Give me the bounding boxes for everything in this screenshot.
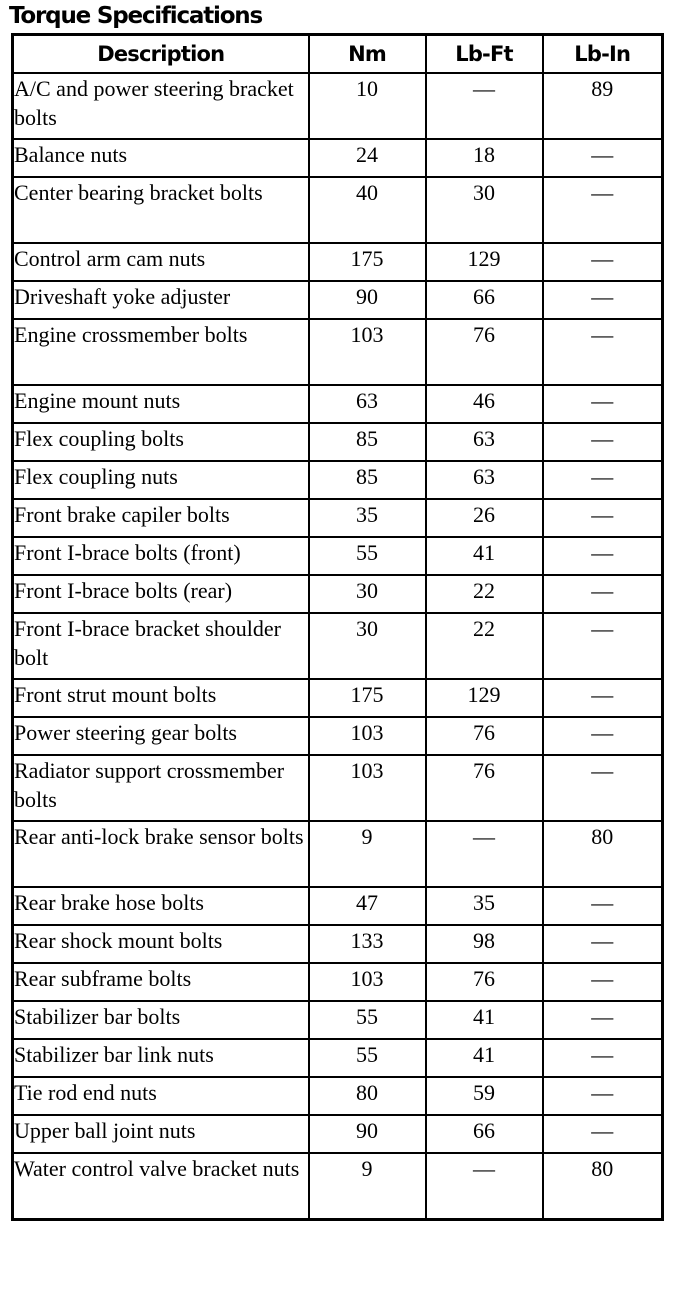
table-row [13,319,663,385]
lb-ft-cell: — [426,1153,543,1220]
lb-in-cell: 80 [543,821,663,887]
column-header-lb-in: Lb-In [543,35,663,74]
nm-cell: 9 [309,821,426,887]
description-cell: Stabilizer bar bolts [13,1001,309,1039]
table-row [13,73,663,139]
description-cell: Center bearing bracket bolts [13,177,309,243]
lb-ft-cell: 98 [426,925,543,963]
table-row [13,385,663,423]
lb-in-cell: — [543,499,663,537]
lb-ft-cell: 129 [426,679,543,717]
nm-cell: 40 [309,177,426,243]
lb-ft-cell: — [426,821,543,887]
lb-in-cell: — [543,679,663,717]
lb-ft-cell: 59 [426,1077,543,1115]
table-row [13,1039,663,1077]
lb-in-cell: — [543,925,663,963]
nm-cell: 10 [309,73,426,139]
nm-cell: 63 [309,385,426,423]
nm-cell: 85 [309,461,426,499]
nm-cell: 103 [309,755,426,821]
description-cell: Radiator support crossmember bolts [13,755,309,821]
lb-ft-cell: 63 [426,461,543,499]
table-row [13,1077,663,1115]
description-cell: Front brake capiler bolts [13,499,309,537]
nm-cell: 133 [309,925,426,963]
description-cell: Control arm cam nuts [13,243,309,281]
torque-spec-table [11,33,664,1221]
lb-in-cell: — [543,281,663,319]
lb-in-cell: — [543,139,663,177]
description-cell: Rear shock mount bolts [13,925,309,963]
table-row [13,1153,663,1220]
lb-ft-cell: 30 [426,177,543,243]
lb-in-cell: — [543,319,663,385]
description-cell: Engine mount nuts [13,385,309,423]
description-cell: Rear anti-lock brake sensor bolts [13,821,309,887]
lb-ft-cell: 129 [426,243,543,281]
lb-in-cell: — [543,963,663,1001]
lb-ft-cell: 18 [426,139,543,177]
description-cell: Rear subframe bolts [13,963,309,1001]
lb-ft-cell: 66 [426,281,543,319]
lb-ft-cell: 66 [426,1115,543,1153]
table-row [13,963,663,1001]
table-row [13,575,663,613]
description-cell: Flex coupling nuts [13,461,309,499]
lb-ft-cell: 46 [426,385,543,423]
description-cell: Front I-brace bolts (front) [13,537,309,575]
lb-ft-cell: 35 [426,887,543,925]
description-cell: Engine crossmember bolts [13,319,309,385]
table-row [13,925,663,963]
nm-cell: 55 [309,537,426,575]
table-row [13,423,663,461]
lb-in-cell: — [543,1001,663,1039]
nm-cell: 55 [309,1039,426,1077]
table-row [13,613,663,679]
description-cell: A/C and power steering bracket bolts [13,73,309,139]
lb-ft-cell: 76 [426,319,543,385]
table-row [13,537,663,575]
lb-ft-cell: 76 [426,717,543,755]
table-row [13,243,663,281]
lb-ft-cell: 41 [426,1039,543,1077]
nm-cell: 47 [309,887,426,925]
nm-cell: 90 [309,1115,426,1153]
nm-cell: 30 [309,613,426,679]
nm-cell: 80 [309,1077,426,1115]
lb-in-cell: — [543,575,663,613]
lb-in-cell: 89 [543,73,663,139]
lb-in-cell: — [543,243,663,281]
description-cell: Flex coupling bolts [13,423,309,461]
table-row [13,887,663,925]
nm-cell: 175 [309,679,426,717]
lb-ft-cell: 26 [426,499,543,537]
lb-ft-cell: 22 [426,613,543,679]
lb-in-cell: — [543,1039,663,1077]
lb-in-cell: — [543,461,663,499]
lb-in-cell: — [543,887,663,925]
nm-cell: 103 [309,963,426,1001]
lb-ft-cell: 76 [426,963,543,1001]
table-row [13,461,663,499]
description-cell: Front I-brace bracket shoulder bolt [13,613,309,679]
table-row [13,281,663,319]
lb-ft-cell: 41 [426,1001,543,1039]
description-cell: Driveshaft yoke adjuster [13,281,309,319]
description-cell: Rear brake hose bolts [13,887,309,925]
column-header-lb-ft: Lb-Ft [426,35,543,74]
lb-ft-cell: 22 [426,575,543,613]
description-cell: Upper ball joint nuts [13,1115,309,1153]
lb-in-cell: — [543,717,663,755]
table-row [13,755,663,821]
table-row [13,177,663,243]
lb-in-cell: — [543,423,663,461]
table-row [13,821,663,887]
table-row [13,499,663,537]
description-cell: Front strut mount bolts [13,679,309,717]
lb-ft-cell: 76 [426,755,543,821]
lb-in-cell: 80 [543,1153,663,1220]
lb-ft-cell: 41 [426,537,543,575]
nm-cell: 175 [309,243,426,281]
nm-cell: 24 [309,139,426,177]
table-row [13,717,663,755]
lb-in-cell: — [543,755,663,821]
nm-cell: 35 [309,499,426,537]
lb-in-cell: — [543,1077,663,1115]
description-cell: Front I-brace bolts (rear) [13,575,309,613]
column-header-description: Description [13,35,309,74]
page-title: Torque Specifications [9,3,262,29]
table-header-row [13,35,663,74]
lb-ft-cell: — [426,73,543,139]
column-header-nm: Nm [309,35,426,74]
lb-in-cell: — [543,613,663,679]
description-cell: Power steering gear bolts [13,717,309,755]
lb-in-cell: — [543,537,663,575]
table-row [13,1115,663,1153]
lb-in-cell: — [543,1115,663,1153]
description-cell: Balance nuts [13,139,309,177]
description-cell: Stabilizer bar link nuts [13,1039,309,1077]
lb-in-cell: — [543,385,663,423]
nm-cell: 55 [309,1001,426,1039]
table-row [13,1001,663,1039]
nm-cell: 103 [309,717,426,755]
nm-cell: 85 [309,423,426,461]
lb-ft-cell: 63 [426,423,543,461]
nm-cell: 90 [309,281,426,319]
nm-cell: 30 [309,575,426,613]
description-cell: Water control valve bracket nuts [13,1153,309,1220]
lb-in-cell: — [543,177,663,243]
table-row [13,679,663,717]
nm-cell: 103 [309,319,426,385]
description-cell: Tie rod end nuts [13,1077,309,1115]
nm-cell: 9 [309,1153,426,1220]
table-row [13,139,663,177]
